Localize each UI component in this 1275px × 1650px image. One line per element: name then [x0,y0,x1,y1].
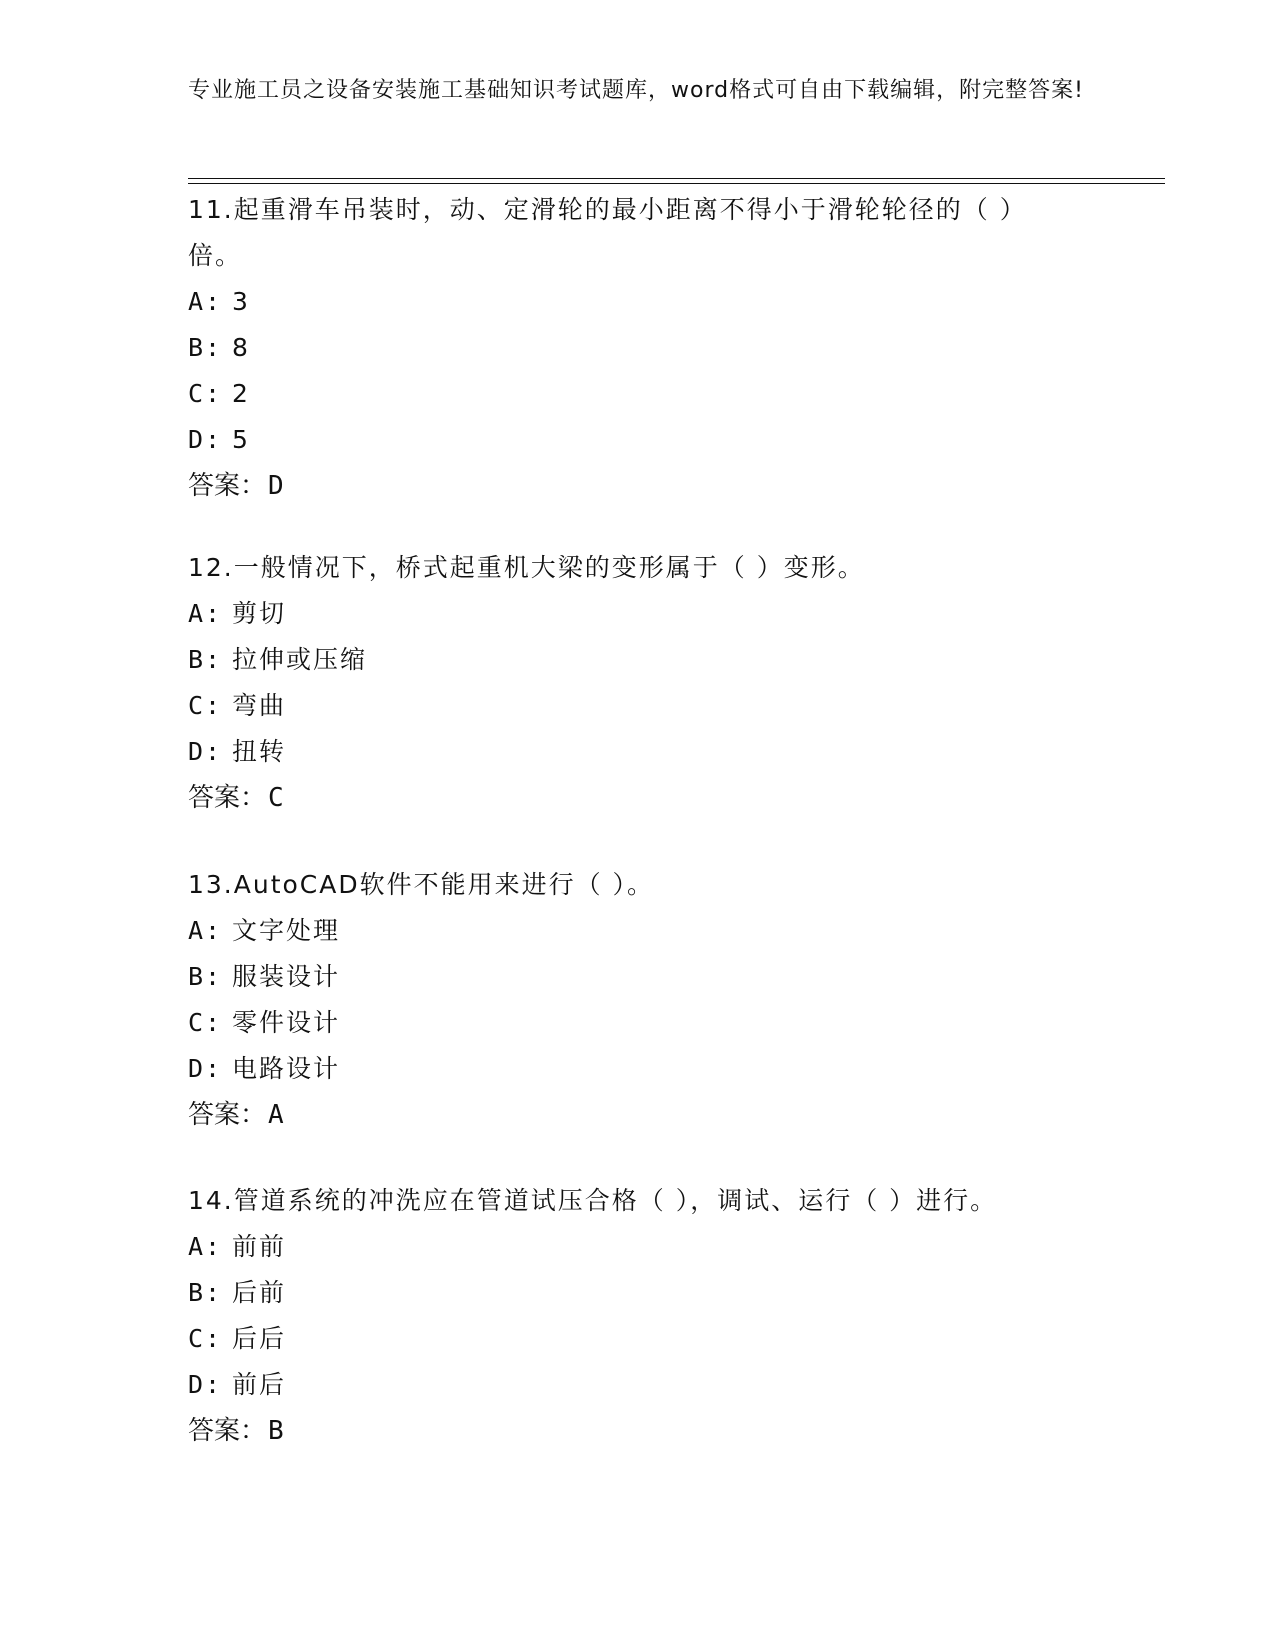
option-c [188,1000,1068,1046]
option-letter: C: [188,379,223,408]
option-text: 弯曲 [232,691,287,720]
option-text: 服装设计 [232,962,341,991]
answer-line [188,1092,1068,1138]
option-letter: A: [188,599,223,628]
option-letter: B: [188,962,223,991]
option-text: 文字处理 [232,916,341,945]
answer-line [188,463,1068,509]
option-text: 零件设计 [232,1008,341,1037]
option-a [188,591,1068,637]
option-a [188,1224,1068,1270]
option-letter: D: [188,737,223,766]
question-12 [188,545,1068,821]
answer-label: 答案： [188,783,267,813]
option-c [188,371,1068,417]
option-text: 扭转 [232,737,287,766]
question-stem: 13.AutoCAD软件不能用来进行（ ）。 [188,870,655,899]
document-header [188,74,1088,107]
option-text: 8 [232,333,250,362]
option-b [188,1270,1068,1316]
answer-label: 答案： [188,1416,267,1446]
option-text: 3 [232,287,250,316]
answer-line [188,775,1068,821]
option-c [188,1316,1068,1362]
answer-line [188,1408,1068,1454]
option-c [188,683,1068,729]
option-text: 后前 [232,1278,287,1307]
option-b [188,325,1068,371]
option-a [188,908,1068,954]
option-letter: B: [188,1278,223,1307]
option-text: 后后 [232,1324,287,1353]
question-13 [188,862,1068,1138]
answer-label: 答案： [188,471,267,501]
header-text: 专业施工员之设备安装施工基础知识考试题库，word格式可自由下载编辑，附完整答案! [188,78,1084,103]
option-letter: A: [188,916,223,945]
option-text: 剪切 [232,599,287,628]
option-text: 电路设计 [232,1054,341,1083]
answer-value: A [268,1100,284,1130]
option-letter: A: [188,287,223,316]
question-stem: 11.起重滑车吊装时，动、定滑轮的最小距离不得小于滑轮轮径的（ ）倍。 [188,195,1027,270]
option-letter: B: [188,333,223,362]
option-d [188,1362,1068,1408]
option-letter: D: [188,1370,223,1399]
option-letter: D: [188,1054,223,1083]
option-letter: A: [188,1232,223,1261]
question-stem: 12.一般情况下，桥式起重机大梁的变形属于（ ）变形。 [188,553,865,582]
option-text: 前后 [232,1370,287,1399]
option-a [188,279,1068,325]
header-divider-top [188,178,1165,179]
option-letter: D: [188,425,223,454]
option-letter: C: [188,1008,223,1037]
answer-value: D [268,471,284,501]
option-d [188,729,1068,775]
option-d [188,417,1068,463]
option-text: 前前 [232,1232,287,1261]
option-d [188,1046,1068,1092]
answer-label: 答案： [188,1100,267,1130]
option-b [188,637,1068,683]
option-b [188,954,1068,1000]
option-text: 拉伸或压缩 [232,645,368,674]
option-text: 5 [232,425,250,454]
header-divider-bottom [188,183,1165,184]
question-11 [188,187,1068,509]
option-letter: B: [188,645,223,674]
option-letter: C: [188,1324,223,1353]
option-text: 2 [232,379,250,408]
answer-value: C [268,783,284,813]
question-14 [188,1178,1068,1454]
option-letter: C: [188,691,223,720]
question-stem: 14.管道系统的冲洗应在管道试压合格（ ），调试、运行（ ）进行。 [188,1186,998,1215]
answer-value: B [268,1416,284,1446]
